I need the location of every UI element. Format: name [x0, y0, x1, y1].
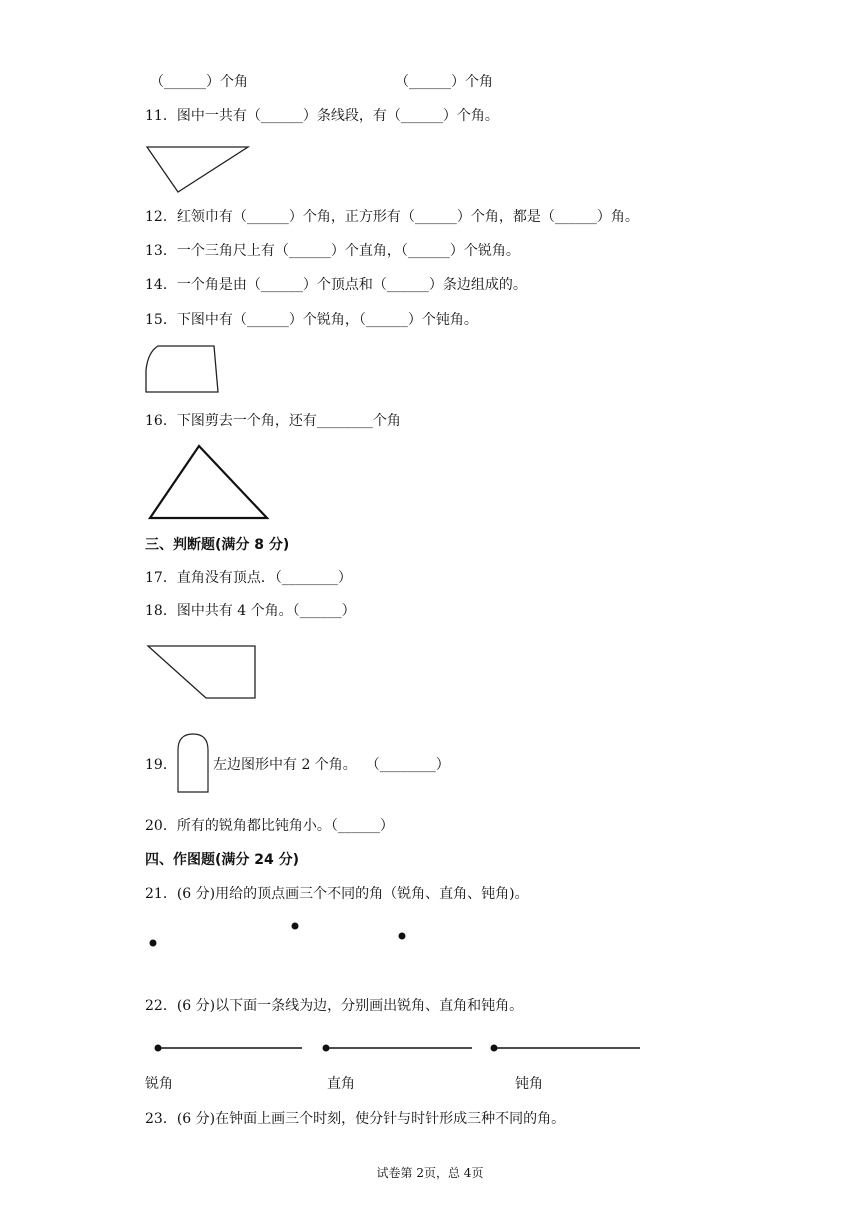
- question-18: 18．图中共有 4 个角。（______）: [145, 603, 356, 619]
- question-14: 14．一个角是由（______）个顶点和（______）条边组成的。: [145, 277, 527, 293]
- ray-right: [323, 1045, 473, 1052]
- q18-quadrilateral-figure: [140, 640, 265, 705]
- q19-arch-figure: [174, 730, 214, 796]
- question-15: 15．下图中有（______）个锐角，（______）个钝角。: [145, 312, 478, 328]
- ray-acute: [155, 1045, 303, 1052]
- question-20: 20．所有的锐角都比钝角小。（______）: [145, 818, 394, 834]
- q22-ray-lines: [150, 1040, 650, 1056]
- section-draw-heading: 四、作图题(满分 24 分): [145, 852, 300, 868]
- question-23: 23．(6 分)在钟面上画三个时刻，使分针与时针形成三种不同的角。: [145, 1111, 566, 1127]
- question-21: 21．(6 分)用给的顶点画三个不同的角（锐角、直角、钝角)。: [145, 886, 529, 902]
- label-right: 直角: [327, 1076, 355, 1092]
- q15-shape-figure: [140, 340, 225, 398]
- label-acute: 锐角: [145, 1076, 173, 1092]
- vertex-dot: [150, 940, 157, 947]
- label-obtuse: 钝角: [515, 1076, 543, 1092]
- blank-angle-count-right: （______）个角: [395, 74, 493, 90]
- q21-vertex-dots: [140, 915, 420, 955]
- question-13: 13．一个三角尺上有（______）个直角，（______）个锐角。: [145, 243, 520, 259]
- page-footer: 试卷第 2页，总 4页: [376, 1166, 484, 1180]
- question-19-number: 19．: [145, 757, 177, 773]
- ray-obtuse: [491, 1045, 641, 1052]
- question-12: 12．红领巾有（______）个角，正方形有（______）个角，都是（______）角。: [145, 209, 639, 225]
- q16-triangle-figure: [145, 440, 275, 525]
- question-16: 16．下图剪去一个角，还有________个角: [145, 413, 401, 429]
- vertex-dot: [399, 933, 406, 940]
- question-22: 22．(6 分)以下面一条线为边，分别画出锐角、直角和钝角。: [145, 998, 524, 1014]
- question-11: 11．图中一共有（______）条线段，有（______）个角。: [145, 108, 499, 124]
- vertex-dot: [292, 923, 299, 930]
- blank-angle-count-left: （______）个角: [150, 74, 248, 90]
- section-judge-heading: 三、判断题(满分 8 分): [145, 537, 290, 553]
- q11-triangle-figure: [140, 140, 255, 198]
- question-19: 左边图形中有 2 个角。 （________）: [213, 757, 450, 773]
- question-17: 17．直角没有顶点．（________）: [145, 570, 352, 586]
